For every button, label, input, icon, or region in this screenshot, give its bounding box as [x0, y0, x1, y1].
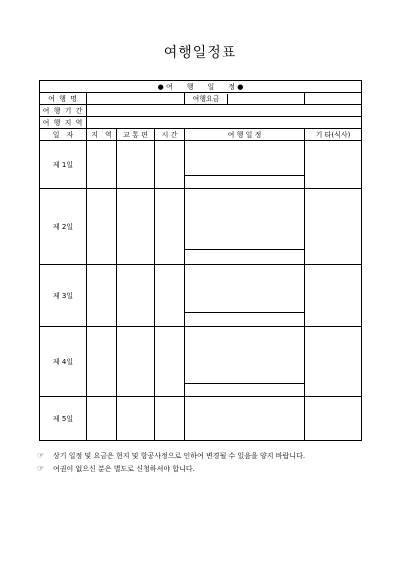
trip-period-field[interactable]: [87, 105, 362, 117]
trip-name-field[interactable]: [87, 93, 185, 105]
day-row: [40, 141, 362, 189]
schedule-cell[interactable]: [185, 141, 305, 189]
col-header-time: 시 간: [155, 129, 185, 141]
trip-fee-cell: [185, 93, 305, 105]
time-cell[interactable]: [155, 141, 185, 189]
etc-cell[interactable]: [305, 189, 362, 265]
transport-cell[interactable]: [117, 327, 155, 397]
transport-cell[interactable]: [117, 189, 155, 265]
pointing-hand-icon: ☞: [37, 464, 45, 473]
transport-cell[interactable]: [117, 397, 155, 441]
region-cell[interactable]: [87, 265, 117, 327]
note-text: 여권이 없으신 분은 별도로 신청하셔야 합니다.: [53, 464, 195, 473]
day-label: 제 5일: [40, 397, 87, 441]
etc-cell[interactable]: [305, 397, 362, 441]
day-label: 제 1일: [40, 141, 87, 189]
schedule-divider: [185, 327, 304, 384]
schedule-cell[interactable]: [185, 265, 305, 327]
trip-fee-label: 여행요금: [185, 94, 228, 104]
region-cell[interactable]: [87, 327, 117, 397]
col-header-schedule: 여 행 일 정: [185, 129, 305, 141]
time-cell[interactable]: [155, 189, 185, 265]
time-cell[interactable]: [155, 265, 185, 327]
day-label: 제 4일: [40, 327, 87, 397]
schedule-cell[interactable]: [185, 397, 305, 441]
region-cell[interactable]: [87, 397, 117, 441]
transport-cell[interactable]: [117, 141, 155, 189]
day-row: [40, 189, 362, 265]
schedule-divider: [185, 189, 304, 250]
trip-fee-field[interactable]: [305, 93, 362, 105]
etc-cell[interactable]: [305, 265, 362, 327]
trip-region-label: 여 행 지 역: [40, 117, 87, 129]
schedule-divider: [185, 141, 304, 176]
trip-name-label: 여 행 명: [40, 93, 87, 105]
region-cell[interactable]: [87, 189, 117, 265]
itinerary-table: [39, 80, 362, 441]
schedule-divider: [185, 265, 304, 313]
day-row: [40, 397, 362, 441]
schedule-cell[interactable]: [185, 327, 305, 397]
schedule-cell[interactable]: [185, 189, 305, 265]
transport-cell[interactable]: [117, 265, 155, 327]
col-header-region: 지 역: [87, 129, 117, 141]
page-title: 여행일정표: [163, 45, 237, 61]
note-item: [37, 462, 377, 475]
notes: [37, 449, 377, 475]
day-row: [40, 265, 362, 327]
day-label: 제 2일: [40, 189, 87, 265]
section-header: ● 여 행 일 정 ●: [40, 81, 362, 93]
time-cell[interactable]: [155, 397, 185, 441]
trip-period-label: 여 행 기 간: [40, 105, 87, 117]
day-row: [40, 327, 362, 397]
col-header-date: 일 자: [40, 129, 87, 141]
pointing-hand-icon: ☞: [37, 451, 45, 460]
etc-cell[interactable]: [305, 141, 362, 189]
note-text: 상기 일정 및 요금은 현지 및 항공사정으로 인하여 변경될 수 있음을 양지 바랍니다.: [53, 451, 306, 460]
etc-cell[interactable]: [305, 327, 362, 397]
trip-region-field[interactable]: [87, 117, 362, 129]
note-item: [37, 449, 377, 462]
col-header-etc: 기 타(식사): [305, 129, 362, 141]
day-label: 제 3일: [40, 265, 87, 327]
time-cell[interactable]: [155, 327, 185, 397]
region-cell[interactable]: [87, 141, 117, 189]
col-header-transport: 교 통 편: [117, 129, 155, 141]
